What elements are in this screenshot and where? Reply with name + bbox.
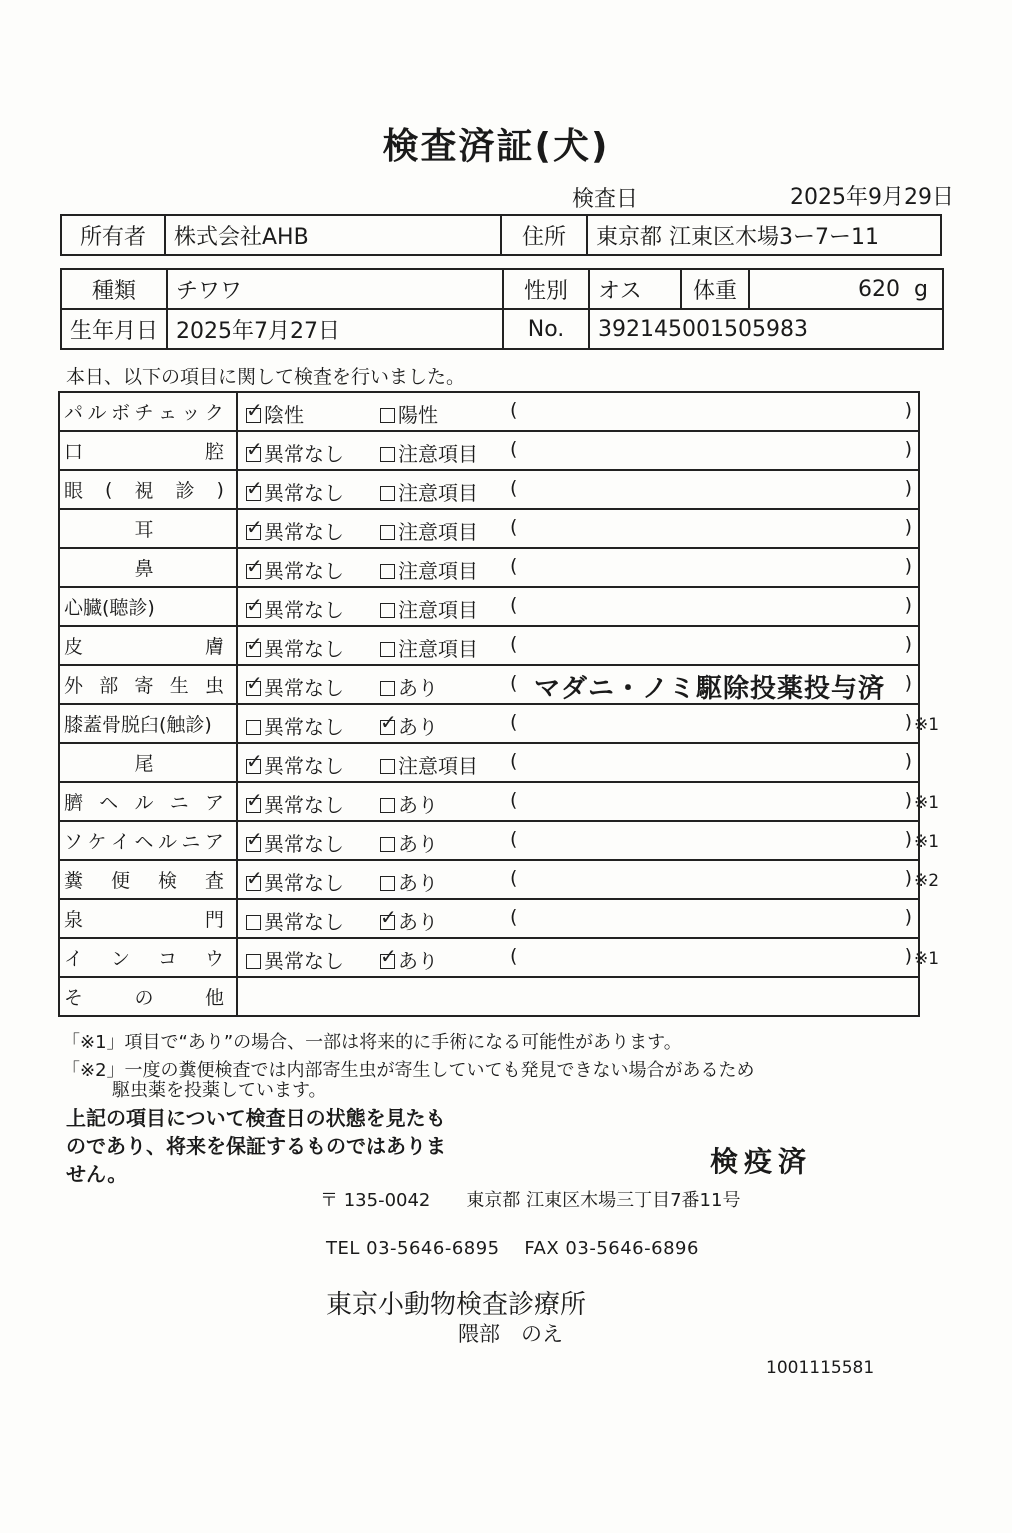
paren-open: (: [510, 789, 518, 811]
label-char: 泉: [64, 909, 84, 931]
address-value: 東京都 江東区木場3ー7ー11: [587, 215, 941, 255]
label-char: 臍: [64, 792, 84, 814]
exam-row: [59, 938, 919, 977]
paren-open: (: [510, 945, 518, 967]
label-char: 外: [64, 675, 84, 697]
check-mark-icon: ✓: [246, 749, 263, 773]
label-char: イ: [110, 831, 130, 853]
option-label: 異常なし: [264, 676, 344, 700]
exam-result: [237, 821, 919, 860]
label-char: 口: [64, 441, 84, 463]
check-mark-icon: ✓: [246, 554, 263, 578]
exam-item-name: [59, 743, 237, 782]
owner-value: 株式会社AHB: [165, 215, 501, 255]
clinic-phone: TEL 03-5646-6895 FAX 03-5646-6896: [326, 1238, 699, 1259]
option-abnormal[interactable]: [380, 594, 478, 623]
sex-value: オス: [589, 269, 681, 309]
exam-item-label: [64, 788, 224, 815]
option-normal[interactable]: [246, 789, 344, 818]
paren-open: (: [510, 399, 518, 421]
exam-item-label: [64, 944, 224, 971]
option-label: 注意項目: [398, 481, 478, 505]
exam-row: [59, 665, 919, 704]
label-char: ア: [204, 831, 224, 853]
option-label: あり: [398, 832, 438, 856]
checkbox[interactable]: [380, 710, 397, 735]
breed-label: 種類: [61, 269, 167, 309]
checkbox[interactable]: [246, 827, 263, 852]
label-char: 門: [204, 909, 224, 931]
check-mark-icon: ✓: [246, 398, 263, 422]
checkbox[interactable]: [380, 408, 395, 423]
exam-item-name: [59, 782, 237, 821]
label-char: (: [105, 478, 113, 501]
label-char: ニ: [181, 831, 201, 853]
label-char: 視: [134, 480, 154, 502]
weight-value: 620: [858, 276, 901, 302]
exam-result: [237, 743, 919, 782]
clinic-address: 〒 135-0042 東京都 江東区木場三丁目7番11号: [320, 1190, 741, 1211]
other-value[interactable]: [237, 977, 919, 1016]
label-char: 検: [157, 870, 177, 892]
exam-row: [59, 587, 919, 626]
exam-item-name: [59, 509, 237, 548]
checkbox[interactable]: [380, 525, 395, 540]
checkbox[interactable]: [380, 564, 395, 579]
checkbox[interactable]: [246, 476, 263, 501]
checkbox[interactable]: [380, 905, 397, 930]
paren-close: ): [904, 828, 912, 850]
option-abnormal[interactable]: [380, 711, 438, 740]
exam-row: [59, 509, 919, 548]
checkbox[interactable]: [380, 944, 397, 969]
checkbox[interactable]: [246, 671, 263, 696]
label-char: ェ: [157, 402, 177, 424]
label-char: ル: [87, 402, 107, 424]
option-abnormal[interactable]: [380, 672, 438, 701]
option-label: あり: [398, 871, 438, 895]
checkbox[interactable]: [246, 749, 263, 774]
exam-row: [59, 899, 919, 938]
option-label: 異常なし: [264, 715, 344, 739]
paren-close: ): [904, 672, 912, 694]
other-label: [64, 983, 224, 1010]
option-normal[interactable]: [246, 477, 344, 506]
exam-item-name: [59, 626, 237, 665]
label-char: ケ: [87, 831, 107, 853]
exam-row: [59, 821, 919, 860]
checkbox[interactable]: [246, 915, 261, 930]
option-abnormal[interactable]: [380, 750, 478, 779]
paren-close: ): [904, 477, 912, 499]
paren-open: (: [510, 867, 518, 889]
no-value: 392145001505983: [589, 309, 943, 349]
label-char: 寄: [134, 675, 154, 697]
other-label-cell: [59, 977, 237, 1016]
exam-result: [237, 626, 919, 665]
label-char: ヘ: [99, 792, 119, 814]
address-label: 住所: [501, 215, 587, 255]
option-label: 注意項目: [398, 637, 478, 661]
exam-item-name: [59, 470, 237, 509]
label-char: そ: [64, 987, 84, 1009]
exam-item-label: [64, 671, 224, 698]
exam-row: [59, 626, 919, 665]
exam-note: マダニ・ノミ駆除投薬投与済: [534, 674, 886, 704]
label-char: 糞: [64, 870, 84, 892]
exam-result: [237, 587, 919, 626]
option-label: 異常なし: [264, 910, 344, 934]
paren-open: (: [510, 516, 518, 538]
exam-item-label: 尾: [134, 753, 154, 775]
exam-row: [59, 704, 919, 743]
label-char: ン: [110, 948, 130, 970]
exam-row: [59, 860, 919, 899]
paren-close: ): [904, 750, 912, 772]
option-label: 注意項目: [398, 442, 478, 466]
clinic-name: 東京小動物検査診療所: [326, 1290, 587, 1320]
option-label: あり: [398, 793, 438, 817]
exam-footnote-mark: ※1: [914, 832, 940, 852]
check-mark-icon: ✓: [246, 632, 263, 656]
exam-item-label: 鼻: [134, 558, 154, 580]
checkbox[interactable]: [246, 515, 263, 540]
option-abnormal[interactable]: [380, 477, 478, 506]
option-normal[interactable]: [246, 555, 344, 584]
checkbox[interactable]: [380, 876, 395, 891]
option-label: 異常なし: [264, 793, 344, 817]
checkbox[interactable]: [246, 720, 261, 735]
option-label: あり: [398, 910, 438, 934]
exam-result: [237, 665, 919, 704]
check-mark-icon: ✓: [380, 944, 397, 968]
veterinarian-name: 隈部 のえ: [458, 1322, 563, 1346]
checkbox[interactable]: [246, 954, 261, 969]
exam-result: [237, 899, 919, 938]
exam-item-label: [64, 905, 224, 932]
label-char: の: [134, 987, 154, 1009]
label-char: 部: [99, 675, 119, 697]
exam-row: [59, 548, 919, 587]
option-normal[interactable]: [246, 438, 344, 467]
check-mark-icon: ✓: [380, 710, 397, 734]
paren-open: (: [510, 555, 518, 577]
paren-close: ): [904, 633, 912, 655]
exam-item-label: 膝蓋骨脱臼(触診): [64, 714, 212, 736]
label-char: ): [216, 478, 224, 501]
label-char: コ: [157, 948, 177, 970]
label-char: ソ: [64, 831, 84, 853]
paren-open: (: [510, 906, 518, 928]
exam-result: [237, 938, 919, 977]
exam-table: [58, 391, 920, 1017]
option-normal[interactable]: [246, 711, 344, 740]
page-title: 検査済証(犬): [382, 126, 610, 167]
option-label: 異常なし: [264, 481, 344, 505]
checkbox[interactable]: [380, 798, 395, 813]
paren-close: ): [904, 399, 912, 421]
checkbox[interactable]: [246, 437, 263, 462]
check-mark-icon: ✓: [246, 476, 263, 500]
option-label: 異常なし: [264, 754, 344, 778]
exam-item-name: [59, 548, 237, 587]
check-mark-icon: ✓: [246, 866, 263, 890]
option-normal[interactable]: [246, 633, 344, 662]
label-char: ヘ: [134, 831, 154, 853]
quarantine-stamp: 検疫済: [710, 1145, 813, 1178]
animal-table: [60, 268, 944, 350]
exam-result: [237, 704, 919, 743]
intro-text: 本日、以下の項目に関して検査を行いました。: [66, 366, 466, 388]
exam-result: [237, 860, 919, 899]
option-normal[interactable]: [246, 516, 344, 545]
weight-label: 体重: [681, 269, 749, 309]
label-char: 膚: [204, 636, 224, 658]
label-char: 便: [110, 870, 130, 892]
option-abnormal[interactable]: [380, 828, 438, 857]
option-label: 異常なし: [264, 637, 344, 661]
option-label: 異常なし: [264, 442, 344, 466]
exam-item-name: [59, 938, 237, 977]
exam-result: [237, 392, 919, 431]
exam-item-name: [59, 392, 237, 431]
option-label: 異常なし: [264, 871, 344, 895]
label-char: 生: [169, 675, 189, 697]
option-label: 陽性: [398, 403, 438, 427]
option-normal[interactable]: [246, 594, 344, 623]
option-normal[interactable]: [246, 828, 344, 857]
paren-open: (: [510, 438, 518, 460]
exam-item-name: [59, 665, 237, 704]
exam-result: [237, 782, 919, 821]
checkbox[interactable]: [246, 632, 263, 657]
label-char: ル: [157, 831, 177, 853]
check-mark-icon: ✓: [246, 788, 263, 812]
option-abnormal[interactable]: [380, 555, 478, 584]
option-normal[interactable]: [246, 750, 344, 779]
paren-open: (: [510, 750, 518, 772]
paren-close: ): [904, 789, 912, 811]
option-abnormal[interactable]: [380, 516, 478, 545]
dob-value: 2025年7月27日: [167, 309, 503, 349]
option-label: あり: [398, 715, 438, 739]
exam-item-label: [64, 827, 224, 854]
check-mark-icon: ✓: [246, 593, 263, 617]
exam-row: [59, 392, 919, 431]
exam-result: [237, 431, 919, 470]
option-normal[interactable]: [246, 945, 344, 974]
paren-close: ): [904, 594, 912, 616]
checkbox[interactable]: [246, 593, 263, 618]
paren-open: (: [510, 594, 518, 616]
no-label: No.: [503, 309, 589, 349]
label-char: 診: [175, 480, 195, 502]
checkbox[interactable]: [246, 554, 263, 579]
exam-item-label: [64, 632, 224, 659]
paren-close: ): [904, 906, 912, 928]
exam-date-label: 検査日: [572, 187, 639, 212]
label-char: 眼: [64, 480, 84, 502]
exam-date: 2025年9月29日: [790, 185, 954, 210]
option-normal[interactable]: [246, 867, 344, 896]
paren-close: ): [904, 711, 912, 733]
label-char: チ: [134, 402, 154, 424]
option-label: 異常なし: [264, 949, 344, 973]
disclaimer: 上記の項目について検査日の状態を見たものであり、将来を保証するものではありません。: [66, 1106, 446, 1186]
checkbox[interactable]: [380, 837, 395, 852]
exam-item-name: [59, 821, 237, 860]
exam-item-label: [64, 476, 224, 503]
exam-item-name: [59, 587, 237, 626]
sex-label: 性別: [503, 269, 589, 309]
exam-item-label: [64, 398, 224, 425]
label-char: 腔: [204, 441, 224, 463]
check-mark-icon: ✓: [246, 437, 263, 461]
option-abnormal[interactable]: [380, 945, 438, 974]
option-abnormal[interactable]: [380, 789, 438, 818]
footnote-1: 「※1」項目で“あり”の場合、一部は将来的に手術になる可能性があります。: [62, 1032, 682, 1053]
exam-item-label: 心臓(聴診): [64, 597, 155, 619]
checkbox[interactable]: [380, 642, 395, 657]
checkbox[interactable]: [380, 603, 395, 618]
exam-row-other: [59, 977, 919, 1016]
weight-unit: g: [914, 276, 929, 302]
label-char: ニ: [169, 792, 189, 814]
check-mark-icon: ✓: [246, 671, 263, 695]
owner-label: 所有者: [61, 215, 165, 255]
checkbox[interactable]: [380, 486, 395, 501]
checkbox[interactable]: [380, 447, 395, 462]
label-char: パ: [64, 402, 84, 424]
exam-item-name: [59, 860, 237, 899]
check-mark-icon: ✓: [380, 905, 397, 929]
document-code: 1001115581: [766, 1358, 875, 1378]
option-label: あり: [398, 949, 438, 973]
exam-footnote-mark: ※1: [914, 949, 940, 969]
exam-footnote-mark: ※1: [914, 715, 940, 735]
option-abnormal[interactable]: [380, 633, 478, 662]
option-label: 異常なし: [264, 520, 344, 544]
paren-close: ): [904, 516, 912, 538]
paren-close: ): [904, 555, 912, 577]
checkbox[interactable]: [246, 788, 263, 813]
exam-item-label: [64, 866, 224, 893]
paren-close: ): [904, 438, 912, 460]
option-label: 注意項目: [398, 520, 478, 544]
footnote-3: 駆虫薬を投薬しています。: [112, 1080, 327, 1101]
exam-item-name: [59, 899, 237, 938]
exam-result: [237, 470, 919, 509]
option-label: 注意項目: [398, 559, 478, 583]
option-label: 異常なし: [264, 598, 344, 622]
label-char: ウ: [204, 948, 224, 970]
footnote-2: 「※2」一度の糞便検査では内部寄生虫が寄生していても発見できない場合があるため: [62, 1060, 755, 1081]
paren-open: (: [510, 633, 518, 655]
check-mark-icon: ✓: [246, 827, 263, 851]
exam-footnote-mark: ※2: [914, 871, 940, 891]
label-char: 他: [204, 987, 224, 1009]
exam-item-name: [59, 704, 237, 743]
paren-open: (: [510, 672, 518, 694]
label-char: イ: [64, 948, 84, 970]
exam-row: [59, 431, 919, 470]
exam-item-label: 耳: [134, 519, 154, 541]
option-abnormal[interactable]: [380, 399, 438, 428]
checkbox[interactable]: [380, 759, 395, 774]
weight-cell: [749, 269, 943, 309]
label-char: ボ: [110, 402, 130, 424]
check-mark-icon: ✓: [246, 515, 263, 539]
option-label: 注意項目: [398, 598, 478, 622]
checkbox[interactable]: [246, 866, 263, 891]
option-label: あり: [398, 676, 438, 700]
label-char: ク: [204, 402, 224, 424]
option-abnormal[interactable]: [380, 438, 478, 467]
exam-row: [59, 743, 919, 782]
exam-item-label: [64, 437, 224, 464]
owner-table: [60, 214, 942, 256]
option-abnormal[interactable]: [380, 906, 438, 935]
option-label: 陰性: [264, 403, 304, 427]
option-normal[interactable]: [246, 399, 304, 428]
exam-footnote-mark: ※1: [914, 793, 940, 813]
paren-open: (: [510, 477, 518, 499]
option-normal[interactable]: [246, 906, 344, 935]
exam-result: [237, 548, 919, 587]
exam-item-name: [59, 431, 237, 470]
option-label: 異常なし: [264, 832, 344, 856]
option-normal[interactable]: [246, 672, 344, 701]
label-char: 査: [204, 870, 224, 892]
paren-close: ): [904, 867, 912, 889]
label-char: ル: [134, 792, 154, 814]
paren-open: (: [510, 828, 518, 850]
option-label: 異常なし: [264, 559, 344, 583]
exam-result: [237, 509, 919, 548]
paren-close: ): [904, 945, 912, 967]
checkbox[interactable]: [380, 681, 395, 696]
option-abnormal[interactable]: [380, 867, 438, 896]
label-char: ッ: [181, 402, 201, 424]
option-label: 注意項目: [398, 754, 478, 778]
label-char: 虫: [204, 675, 224, 697]
breed-value: チワワ: [167, 269, 503, 309]
exam-row: [59, 470, 919, 509]
checkbox[interactable]: [246, 398, 263, 423]
label-char: 皮: [64, 636, 84, 658]
paren-open: (: [510, 711, 518, 733]
dob-label: 生年月日: [61, 309, 167, 349]
label-char: ア: [204, 792, 224, 814]
exam-row: [59, 782, 919, 821]
